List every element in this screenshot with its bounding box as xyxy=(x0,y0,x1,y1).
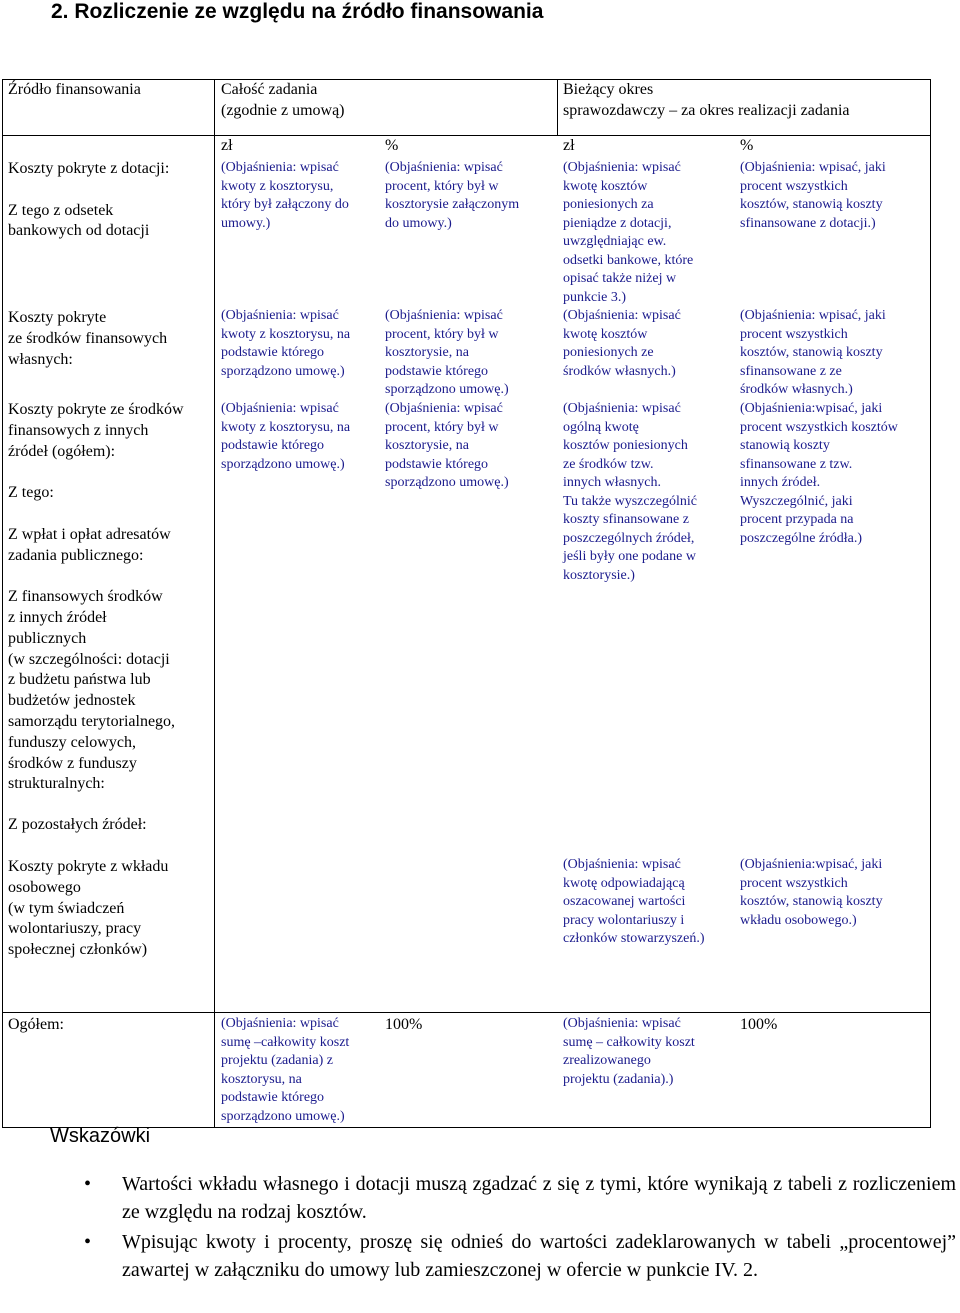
unit-pct-1: % xyxy=(385,137,399,154)
hint-item xyxy=(84,1228,956,1284)
note-dotacje-biezacy-kwota: (Objaśnienia: wpisać kwotę kosztów poniesionych za pieniądze z dotacji, uwzględniając ew. odsetki bankowe, które opisać także niżej w punkcie 3.) xyxy=(563,160,694,305)
note-inne-biezacy-kwota: (Objaśnienia: wpisać ogólną kwotę kosztów poniesionych ze środków tzw. innych własnych. Tu także wyszczególnić koszty sfinansowane z poszczególnych źródeł, jeśli były one podane w kosztorysie.) xyxy=(563,401,697,583)
note-wlasne-biezacy-kwota: (Objaśnienia: wpisać kwotę kosztów poniesionych ze środków własnych.) xyxy=(563,308,681,379)
note-dotacje-kwota: (Objaśnienia: wpisać kwoty z kosztorysu, który był załączony do umowy.) xyxy=(221,160,349,231)
note-dotacje-procent: (Objaśnienia: wpisać procent, który był w kosztorysie załączonym do umowy.) xyxy=(385,160,520,231)
note-wlasne-biezacy-procent: (Objaśnienia: wpisać, jaki procent wszystkich kosztów, stanowią koszty sfinansowane z ze środków własnych.) xyxy=(740,308,886,397)
section-title: 2. Rozliczenie ze względu na źródło finansowania xyxy=(51,0,544,23)
ogolem-procent-1: 100% xyxy=(385,1016,423,1033)
header-source: Źródło finansowania xyxy=(8,81,141,98)
note-inne-procent: (Objaśnienia: wpisać procent, który był w kosztorysie, na podstawie którego sporządzono umowę.) xyxy=(385,401,509,490)
col-divider-1 xyxy=(214,79,215,1128)
row-label-wlasne: Koszty pokryte ze środków finansowych własnych: xyxy=(8,309,168,368)
bullet-icon: • xyxy=(84,1231,92,1253)
note-osobowe-biezacy-procent: (Objaśnienia:wpisać, jaki procent wszystkich kosztów, stanowią koszty wkładu osobowego.) xyxy=(740,857,883,928)
note-inne-kwota: (Objaśnienia: wpisać kwoty z kosztorysu, na podstawie którego sporządzono umowę.) xyxy=(221,401,351,472)
table-border-left xyxy=(2,79,3,1128)
note-dotacje-biezacy-procent: (Objaśnienia: wpisać, jaki procent wszystkich kosztów, stanowią koszty sfinansowane z dotacji.) xyxy=(740,160,886,231)
header-current-period: Bieżący okres sprawozdawczy – za okres realizacji zadania xyxy=(563,81,850,119)
hint-text: Wpisując kwoty i procenty, proszę się odnieś do wartości zadeklarowanych w tabeli „procentowej” zawartej w załączniku do umowy lub zamieszczonej w ofercie w punkcie IV. 2. xyxy=(122,1231,956,1281)
note-wlasne-procent: (Objaśnienia: wpisać procent, który był w kosztorysie, na podstawie którego sporządzono umowę.) xyxy=(385,308,509,397)
note-ogolem-biezacy-kwota: (Objaśnienia: wpisać sumę – całkowity koszt zrealizowanego projektu (zadania).) xyxy=(563,1016,695,1087)
financing-table xyxy=(2,79,931,1128)
col-divider-2 xyxy=(557,79,558,135)
row-label-dotacje: Koszty pokryte z dotacji: Z tego z odsetek bankowych od dotacji xyxy=(8,160,170,240)
note-wlasne-kwota: (Objaśnienia: wpisać kwoty z kosztorysu, na podstawie którego sporządzono umowę.) xyxy=(221,308,351,379)
row-label-pozostale: Z pozostałych źródeł: xyxy=(8,816,147,833)
row-label-ogolem: Ogółem: xyxy=(8,1016,64,1033)
note-inne-biezacy-procent: (Objaśnienia:wpisać, jaki procent wszystkich kosztów stanowią koszty sfinansowane z tzw. innych źródeł. Wyszczególnić, jaki procent przypada na poszczególne źródła.) xyxy=(740,401,898,546)
note-osobowe-biezacy-kwota: (Objaśnienia: wpisać kwotę odpowiadającą oszacowanej wartości pracy wolontariuszy i członków stowarzyszeń.) xyxy=(563,857,705,946)
header-whole-task: Całość zadania (zgodnie z umową) xyxy=(221,81,345,119)
table-border-right xyxy=(930,79,931,1128)
hint-text: Wartości wkładu własnego i dotacji muszą zgadzać z się z tymi, które wynikają z tabeli z rozliczeniem ze względu na rodzaj kosztów. xyxy=(122,1173,956,1223)
header-row-divider xyxy=(2,135,931,136)
ogolem-procent-2: 100% xyxy=(740,1016,778,1033)
row-label-inne: Koszty pokryte ze środków finansowych z innych źródeł (ogółem): Z tego: Z wpłat i opłat adresatów zadania publicznego: Z finansowych środków z innych źródeł publicznych (w szczególności: dotacji z budżetu państwa lub budżetów jednostek samorządu terytorialnego, funduszy celowych, środków z funduszy strukturalnych: xyxy=(8,401,184,793)
hints-title: Wskazówki xyxy=(50,1125,151,1147)
total-row-divider xyxy=(2,1012,931,1013)
unit-zl-1: zł xyxy=(221,137,233,154)
unit-pct-2: % xyxy=(740,137,754,154)
row-label-osobowe: Koszty pokryte z wkładu osobowego (w tym świadczeń wolontariuszy, pracy społecznej członków) xyxy=(8,858,169,959)
unit-zl-2: zł xyxy=(563,137,575,154)
hint-item xyxy=(84,1170,956,1226)
bullet-icon: • xyxy=(84,1173,92,1195)
hints-list xyxy=(84,1170,956,1286)
note-ogolem-kwota: (Objaśnienia: wpisać sumę –całkowity koszt projektu (zadania) z kosztorysu, na podstawie którego sporządzono umowę.) xyxy=(221,1016,350,1124)
